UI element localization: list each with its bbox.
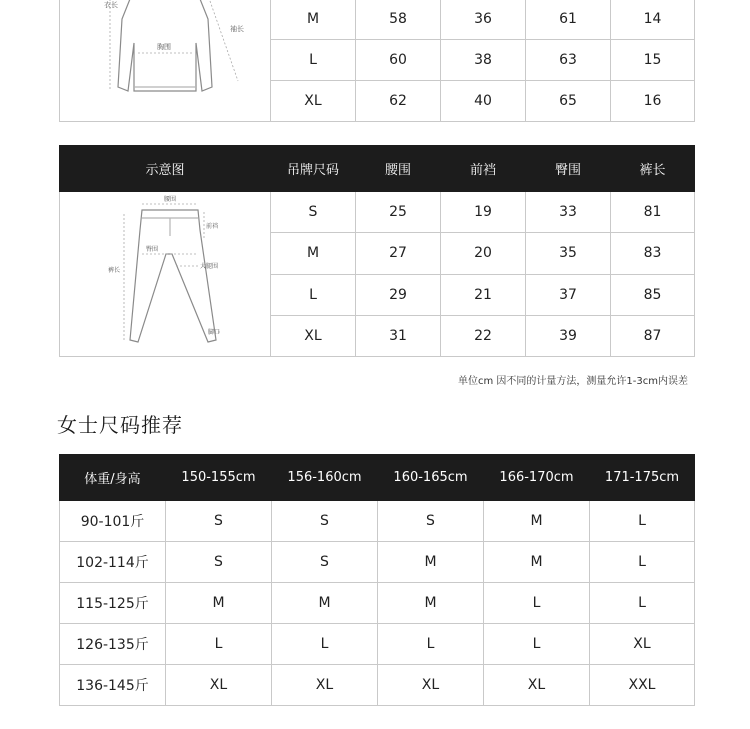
weight-cell: 102-114斤 bbox=[60, 542, 166, 583]
size-cell: L bbox=[484, 624, 590, 665]
top-size-table bbox=[59, 0, 695, 122]
value-cell: 63 bbox=[526, 40, 611, 81]
size-cell: XXL bbox=[590, 665, 695, 706]
size-cell: M bbox=[271, 233, 356, 274]
size-cell: S bbox=[272, 542, 378, 583]
diagram-label-length: 衣长 bbox=[104, 1, 118, 9]
size-cell: L bbox=[272, 624, 378, 665]
size-cell: XL bbox=[484, 665, 590, 706]
value-cell: 14 bbox=[611, 0, 695, 40]
value-cell: 40 bbox=[441, 81, 526, 122]
measurement-note: 单位cm 因不同的计量方法，测量允许1-3cm内误差 bbox=[458, 376, 688, 387]
table-row bbox=[60, 624, 695, 665]
size-cell: L bbox=[166, 624, 272, 665]
value-cell: 27 bbox=[356, 233, 441, 274]
value-cell: 15 bbox=[611, 40, 695, 81]
size-cell: S bbox=[272, 501, 378, 542]
size-cell: S bbox=[271, 192, 356, 233]
weight-cell: 90-101斤 bbox=[60, 501, 166, 542]
header-hip: 臀围 bbox=[526, 146, 611, 192]
table-header-row bbox=[60, 146, 695, 192]
value-cell: 87 bbox=[611, 315, 695, 356]
table-row bbox=[60, 192, 695, 233]
size-cell: L bbox=[378, 624, 484, 665]
table-row bbox=[60, 542, 695, 583]
diagram-label-hem: 脚口 bbox=[208, 329, 221, 336]
section-title: 女士尺码推荐 bbox=[57, 413, 183, 437]
size-cell: XL bbox=[272, 665, 378, 706]
size-cell: M bbox=[378, 542, 484, 583]
size-cell: XL bbox=[378, 665, 484, 706]
table-header-row bbox=[60, 455, 695, 501]
size-cell: S bbox=[166, 542, 272, 583]
value-cell: 83 bbox=[611, 233, 695, 274]
diagram-label-length: 裤长 bbox=[108, 267, 121, 274]
women-size-recommendation-table bbox=[59, 454, 695, 706]
diagram-label-hip: 臀围 bbox=[146, 246, 159, 253]
value-cell: 16 bbox=[611, 81, 695, 122]
size-cell: M bbox=[272, 583, 378, 624]
value-cell: 29 bbox=[356, 274, 441, 315]
size-cell: XL bbox=[271, 81, 356, 122]
value-cell: 81 bbox=[611, 192, 695, 233]
value-cell: 25 bbox=[356, 192, 441, 233]
value-cell: 33 bbox=[526, 192, 611, 233]
header-waist: 腰围 bbox=[356, 146, 441, 192]
size-cell: S bbox=[166, 501, 272, 542]
value-cell: 31 bbox=[356, 315, 441, 356]
header-size: 吊牌尺码 bbox=[271, 146, 356, 192]
size-cell: S bbox=[378, 501, 484, 542]
sweater-diagram-icon bbox=[60, 0, 270, 121]
header-weight-height: 体重/身高 bbox=[60, 455, 166, 501]
size-cell: M bbox=[484, 501, 590, 542]
header-height-range: 171-175cm bbox=[590, 455, 695, 501]
size-cell: L bbox=[590, 542, 695, 583]
value-cell: 19 bbox=[441, 192, 526, 233]
size-cell: M bbox=[484, 542, 590, 583]
value-cell: 62 bbox=[356, 81, 441, 122]
pants-size-table bbox=[59, 145, 695, 357]
size-cell: XL bbox=[166, 665, 272, 706]
value-cell: 60 bbox=[356, 40, 441, 81]
weight-cell: 126-135斤 bbox=[60, 624, 166, 665]
value-cell: 65 bbox=[526, 81, 611, 122]
size-cell: M bbox=[378, 583, 484, 624]
table-row bbox=[60, 501, 695, 542]
size-cell: XL bbox=[590, 624, 695, 665]
value-cell: 21 bbox=[441, 274, 526, 315]
size-cell: L bbox=[590, 583, 695, 624]
table-row bbox=[60, 583, 695, 624]
size-cell: L bbox=[590, 501, 695, 542]
header-diagram: 示意图 bbox=[60, 146, 271, 192]
header-rise: 前裆 bbox=[441, 146, 526, 192]
size-cell: L bbox=[271, 40, 356, 81]
value-cell: 39 bbox=[526, 315, 611, 356]
weight-cell: 115-125斤 bbox=[60, 583, 166, 624]
header-height-range: 166-170cm bbox=[484, 455, 590, 501]
value-cell: 20 bbox=[441, 233, 526, 274]
size-cell: XL bbox=[271, 315, 356, 356]
weight-cell: 136-145斤 bbox=[60, 665, 166, 706]
header-height-range: 160-165cm bbox=[378, 455, 484, 501]
value-cell: 37 bbox=[526, 274, 611, 315]
pants-diagram-icon bbox=[60, 192, 270, 356]
diagram-label-waist: 腰围 bbox=[164, 196, 177, 203]
top-diagram bbox=[60, 0, 271, 122]
header-height-range: 150-155cm bbox=[166, 455, 272, 501]
value-cell: 58 bbox=[356, 0, 441, 40]
diagram-label-chest: 胸围 bbox=[157, 43, 171, 51]
table-row bbox=[60, 0, 695, 40]
size-cell: M bbox=[166, 583, 272, 624]
value-cell: 22 bbox=[441, 315, 526, 356]
value-cell: 36 bbox=[441, 0, 526, 40]
table-row bbox=[60, 665, 695, 706]
value-cell: 61 bbox=[526, 0, 611, 40]
value-cell: 35 bbox=[526, 233, 611, 274]
value-cell: 38 bbox=[441, 40, 526, 81]
size-cell: L bbox=[271, 274, 356, 315]
diagram-label-sleeve: 袖长 bbox=[230, 25, 244, 33]
pants-diagram bbox=[60, 192, 271, 357]
header-height-range: 156-160cm bbox=[272, 455, 378, 501]
diagram-label-rise: 前裆 bbox=[206, 223, 219, 230]
value-cell: 85 bbox=[611, 274, 695, 315]
header-length: 裤长 bbox=[611, 146, 695, 192]
size-cell: L bbox=[484, 583, 590, 624]
diagram-label-thigh: 大腿围 bbox=[200, 263, 219, 270]
size-cell: M bbox=[271, 0, 356, 40]
